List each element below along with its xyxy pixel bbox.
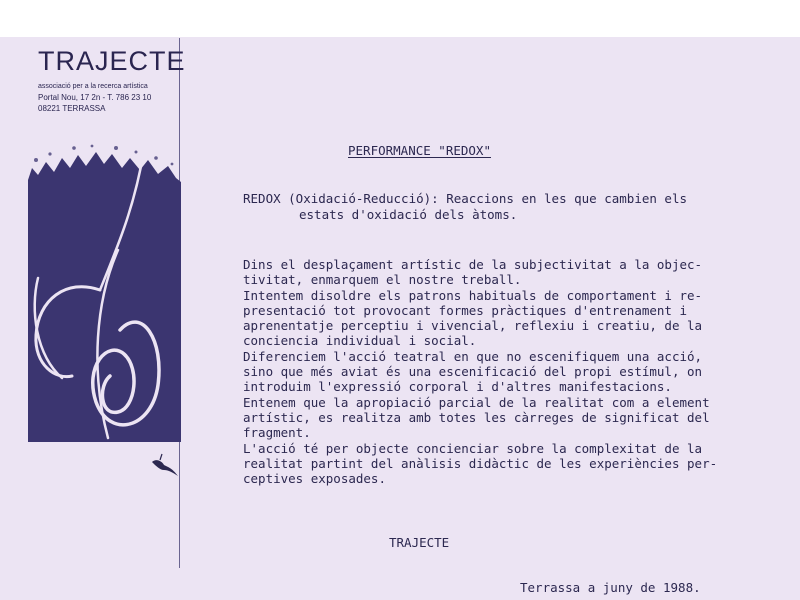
body-line: introduim l'expressió corporal i d'altres manifestacions. [243, 379, 672, 395]
org-city: 08221 TERRASSA [38, 104, 106, 113]
body-line: L'acció té per objecte concienciar sobre la complexitat de la [243, 440, 703, 456]
body-line: artístic, es realitza amb totes les càrreges de significat del [243, 409, 710, 425]
body-line: tivitat, enmarquem el nostre treball. [243, 272, 522, 288]
body-line: Entenem que la apropiació parcial de la realitat com a element [243, 394, 710, 410]
bird-glyph-icon [150, 452, 180, 478]
body-line: fragment. [243, 425, 311, 441]
body-text [243, 257, 717, 486]
body-line: Intentem disoldre els patrons habituals de comportament i re- [243, 287, 703, 303]
body-line: sino que més aviat és una escenificació del propi estímul, on [243, 364, 703, 380]
body-line: conciencia individual i social. [243, 333, 477, 349]
body-line: ceptives exposades. [243, 471, 386, 487]
org-name: TRAJECTE [38, 46, 186, 76]
document-title: PERFORMANCE "REDOX" [348, 143, 491, 158]
definition-line-2: estats d'oxidació dels àtoms. [299, 207, 518, 222]
body-line: presentació tot provocant formes pràctiques d'entrenament i [243, 302, 688, 318]
date-line: Terrassa a juny de 1988. [520, 580, 701, 595]
definition-line-1: REDOX (Oxidació-Reducció): Reaccions en les que cambien els [243, 191, 688, 206]
signature: TRAJECTE [389, 535, 450, 550]
body-line: aprenentatje perceptiu i vivencial, reflexiu i creatiu, de la [243, 318, 703, 334]
body-line: Dins el desplaçament artístic de la subjectivitat a la objec- [243, 257, 703, 272]
spiral-artwork-icon [26, 140, 182, 442]
body-line: Diferenciem l'acció teatral en que no escenifiquem una acció, [243, 348, 703, 364]
body-line: realitat partint del anàlisis didàctic de les experiències per- [243, 455, 718, 471]
org-subtitle: associació per a la recerca artística [38, 83, 148, 90]
org-address: Portal Nou, 17 2n - T. 786 23 10 [38, 93, 152, 102]
